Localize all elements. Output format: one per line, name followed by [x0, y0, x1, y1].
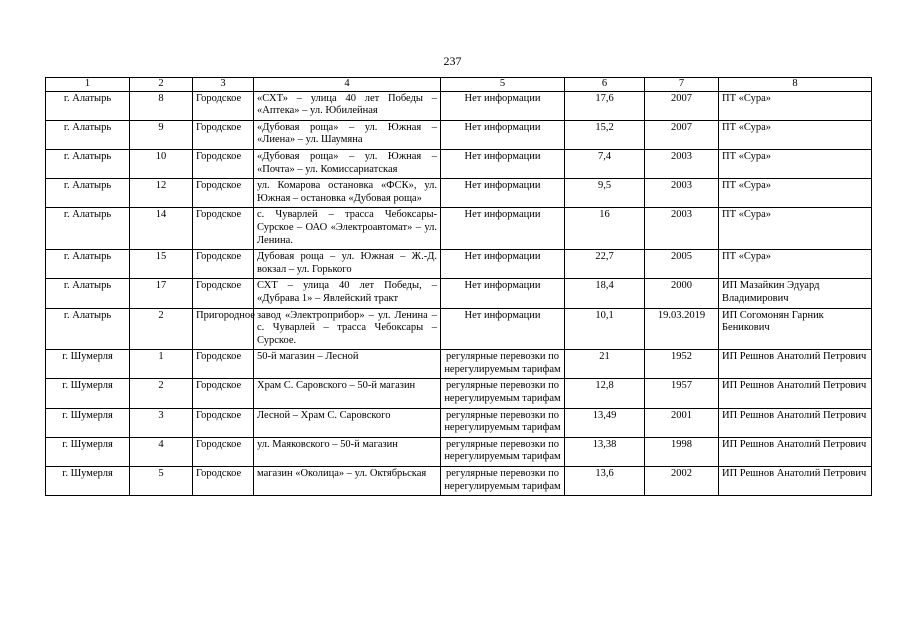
- route-number-cell: 17: [130, 279, 193, 308]
- column-header: 7: [645, 78, 719, 92]
- table-row: [46, 308, 872, 350]
- settlement-cell: г. Шумерля: [46, 467, 130, 496]
- route-path-cell: завод «Электроприбор» – ул. Ленина – с. Чуварлей – трасса Чебоксары – Сурское.: [254, 308, 441, 350]
- carrier-cell: ПТ «Сура»: [719, 179, 872, 208]
- table-row: [46, 91, 872, 120]
- route-type-cell: Городское: [193, 91, 254, 120]
- route-number-cell: 8: [130, 91, 193, 120]
- route-path-cell: «Дубовая роща» – ул. Южная – «Почта» – ул. Комиссариатская: [254, 149, 441, 178]
- route-type-cell: Городское: [193, 149, 254, 178]
- route-path-cell: Дубовая роща – ул. Южная – Ж.-Д. вокзал – ул. Горького: [254, 250, 441, 279]
- route-path-cell: ул. Комарова остановка «ФСК», ул. Южная – остановка «Дубовая роща»: [254, 179, 441, 208]
- carrier-cell: ИП Решнов Анатолий Петрович: [719, 350, 872, 379]
- settlement-cell: г. Алатырь: [46, 149, 130, 178]
- length-cell: 10,1: [565, 308, 645, 350]
- route-type-cell: Городское: [193, 379, 254, 408]
- settlement-cell: г. Шумерля: [46, 350, 130, 379]
- table-row: [46, 149, 872, 178]
- date-cell: 2007: [645, 120, 719, 149]
- transport-type-cell: регулярные перевозки по нерегулируемым тарифам: [441, 350, 565, 379]
- route-type-cell: Городское: [193, 250, 254, 279]
- route-type-cell: Пригородное: [193, 308, 254, 350]
- route-type-cell: Городское: [193, 408, 254, 437]
- carrier-cell: ИП Решнов Анатолий Петрович: [719, 408, 872, 437]
- route-path-cell: Храм С. Саровского – 50-й магазин: [254, 379, 441, 408]
- route-type-cell: Городское: [193, 179, 254, 208]
- carrier-cell: ПТ «Сура»: [719, 149, 872, 178]
- length-cell: 15,2: [565, 120, 645, 149]
- route-number-cell: 4: [130, 437, 193, 466]
- date-cell: 19.03.2019: [645, 308, 719, 350]
- route-path-cell: Лесной – Храм С. Саровского: [254, 408, 441, 437]
- column-header: 4: [254, 78, 441, 92]
- route-path-cell: СХТ – улица 40 лет Победы, – «Дубрава 1» – Явлейский тракт: [254, 279, 441, 308]
- route-number-cell: 5: [130, 467, 193, 496]
- carrier-cell: ИП Решнов Анатолий Петрович: [719, 437, 872, 466]
- table-row: [46, 250, 872, 279]
- transport-type-cell: Нет информации: [441, 179, 565, 208]
- length-cell: 22,7: [565, 250, 645, 279]
- settlement-cell: г. Алатырь: [46, 250, 130, 279]
- column-header: 8: [719, 78, 872, 92]
- settlement-cell: г. Алатырь: [46, 91, 130, 120]
- route-type-cell: Городское: [193, 208, 254, 250]
- transport-type-cell: Нет информации: [441, 250, 565, 279]
- table-row: [46, 120, 872, 149]
- transport-type-cell: Нет информации: [441, 91, 565, 120]
- carrier-cell: ИП Согомонян Гарник Беникович: [719, 308, 872, 350]
- transport-type-cell: Нет информации: [441, 149, 565, 178]
- route-number-cell: 10: [130, 149, 193, 178]
- length-cell: 13,38: [565, 437, 645, 466]
- length-cell: 12,8: [565, 379, 645, 408]
- table-header-row: [46, 78, 872, 92]
- date-cell: 2001: [645, 408, 719, 437]
- transport-type-cell: Нет информации: [441, 120, 565, 149]
- length-cell: 13,6: [565, 467, 645, 496]
- settlement-cell: г. Алатырь: [46, 279, 130, 308]
- carrier-cell: ИП Решнов Анатолий Петрович: [719, 379, 872, 408]
- carrier-cell: ИП Мазайкин Эдуард Владимирович: [719, 279, 872, 308]
- length-cell: 13,49: [565, 408, 645, 437]
- route-type-cell: Городское: [193, 350, 254, 379]
- date-cell: 2005: [645, 250, 719, 279]
- route-type-cell: Городское: [193, 120, 254, 149]
- settlement-cell: г. Алатырь: [46, 208, 130, 250]
- route-number-cell: 2: [130, 308, 193, 350]
- table-row: [46, 379, 872, 408]
- route-number-cell: 12: [130, 179, 193, 208]
- routes-table: [45, 77, 872, 496]
- date-cell: 1998: [645, 437, 719, 466]
- settlement-cell: г. Шумерля: [46, 408, 130, 437]
- column-header: 3: [193, 78, 254, 92]
- date-cell: 2003: [645, 208, 719, 250]
- transport-type-cell: Нет информации: [441, 279, 565, 308]
- route-path-cell: «Дубовая роща» – ул. Южная – «Лиена» – ул. Шаумяна: [254, 120, 441, 149]
- carrier-cell: ИП Решнов Анатолий Петрович: [719, 467, 872, 496]
- route-path-cell: магазин «Околица» – ул. Октябрьская: [254, 467, 441, 496]
- transport-type-cell: регулярные перевозки по нерегулируемым тарифам: [441, 408, 565, 437]
- date-cell: 2003: [645, 149, 719, 178]
- transport-type-cell: регулярные перевозки по нерегулируемым тарифам: [441, 437, 565, 466]
- date-cell: 1957: [645, 379, 719, 408]
- column-header: 1: [46, 78, 130, 92]
- route-number-cell: 3: [130, 408, 193, 437]
- route-path-cell: 50-й магазин – Лесной: [254, 350, 441, 379]
- settlement-cell: г. Алатырь: [46, 120, 130, 149]
- route-path-cell: «СХТ» – улица 40 лет Победы – «Аптека» – ул. Юбилейная: [254, 91, 441, 120]
- carrier-cell: ПТ «Сура»: [719, 91, 872, 120]
- transport-type-cell: регулярные перевозки по нерегулируемым тарифам: [441, 467, 565, 496]
- carrier-cell: ПТ «Сура»: [719, 208, 872, 250]
- route-type-cell: Городское: [193, 279, 254, 308]
- length-cell: 21: [565, 350, 645, 379]
- route-number-cell: 2: [130, 379, 193, 408]
- table-row: [46, 408, 872, 437]
- settlement-cell: г. Алатырь: [46, 179, 130, 208]
- length-cell: 7,4: [565, 149, 645, 178]
- column-header: 6: [565, 78, 645, 92]
- route-number-cell: 14: [130, 208, 193, 250]
- table-row: [46, 179, 872, 208]
- route-type-cell: Городское: [193, 467, 254, 496]
- page-number: 237: [443, 54, 462, 68]
- column-header: 2: [130, 78, 193, 92]
- column-header: 5: [441, 78, 565, 92]
- length-cell: 17,6: [565, 91, 645, 120]
- route-number-cell: 1: [130, 350, 193, 379]
- date-cell: 2003: [645, 179, 719, 208]
- route-path-cell: ул. Маяковского – 50-й магазин: [254, 437, 441, 466]
- route-number-cell: 9: [130, 120, 193, 149]
- route-type-cell: Городское: [193, 437, 254, 466]
- settlement-cell: г. Шумерля: [46, 437, 130, 466]
- length-cell: 16: [565, 208, 645, 250]
- table-row: [46, 279, 872, 308]
- route-number-cell: 15: [130, 250, 193, 279]
- table-row: [46, 350, 872, 379]
- carrier-cell: ПТ «Сура»: [719, 250, 872, 279]
- table-row: [46, 437, 872, 466]
- route-path-cell: с. Чуварлей – трасса Чебоксары-Сурское – ОАО «Электроавтомат» – ул. Ленина.: [254, 208, 441, 250]
- table-row: [46, 208, 872, 250]
- date-cell: 2000: [645, 279, 719, 308]
- date-cell: 1952: [645, 350, 719, 379]
- date-cell: 2007: [645, 91, 719, 120]
- carrier-cell: ПТ «Сура»: [719, 120, 872, 149]
- settlement-cell: г. Шумерля: [46, 379, 130, 408]
- transport-type-cell: регулярные перевозки по нерегулируемым тарифам: [441, 379, 565, 408]
- length-cell: 18,4: [565, 279, 645, 308]
- transport-type-cell: Нет информации: [441, 208, 565, 250]
- settlement-cell: г. Алатырь: [46, 308, 130, 350]
- transport-type-cell: Нет информации: [441, 308, 565, 350]
- table-row: [46, 467, 872, 496]
- date-cell: 2002: [645, 467, 719, 496]
- length-cell: 9,5: [565, 179, 645, 208]
